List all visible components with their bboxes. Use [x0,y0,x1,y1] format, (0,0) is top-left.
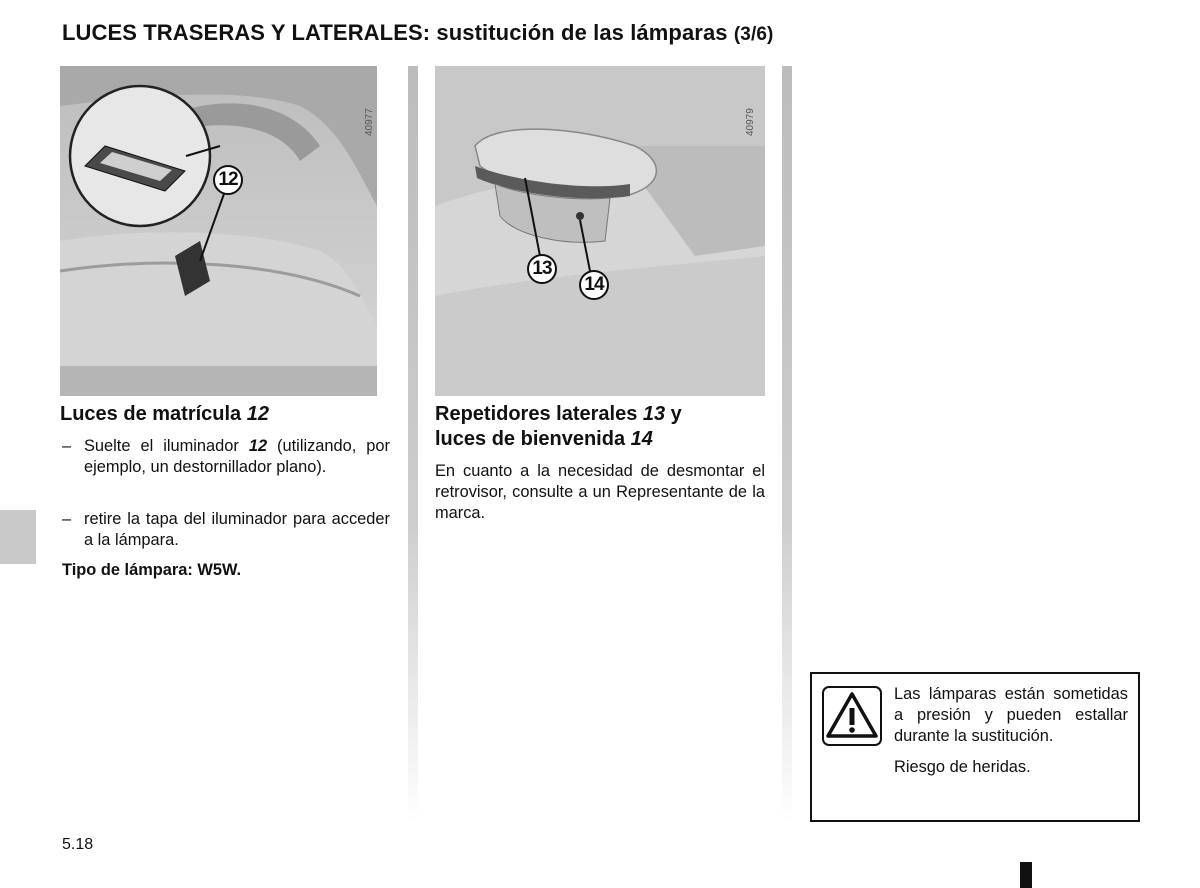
edge-marker [1020,862,1032,888]
heading-text: y [665,403,682,425]
warning-paragraph: Riesgo de heridas. [894,758,1031,776]
license-plate-light-illustration [60,66,377,396]
list-item: – retire la tapa del iluminador para acceder a la lámpara. [62,510,390,549]
section-heading-mirror-lights [435,402,775,452]
column-divider [408,66,418,822]
title-page-ref: (3/6) [733,24,774,45]
bullet-text: retire la tapa del iluminador para acceder a la lámpara. [84,510,390,549]
heading-text: Repetidores laterales [435,403,643,425]
rear-car-drawing [60,66,377,396]
bullet-text: Suelte el iluminador [84,437,249,455]
column-divider [782,66,792,822]
figure-code: 40979 [745,108,756,136]
heading-text: luces de bienvenida [435,428,631,450]
bullet-ref-number: 12 [248,437,268,455]
mirror-body-text: En cuanto a la necesidad de desmontar el retrovisor, consulte a un Representante de la marca. [435,462,765,522]
list-item: – Suelte el iluminador 12 (utilizando, por ejemplo, un destornillador plano). [62,437,390,476]
warning-box [810,672,1140,822]
side-mirror-drawing [435,66,765,396]
heading-ref-number: 14 [630,428,653,450]
warning-paragraph: Las lámparas están sometidas a presión y pueden estallar durante la sustitución. [894,685,1128,745]
page-number: 5.18 [62,836,94,853]
heading-ref-number: 13 [642,403,666,425]
callout-14: 14 [579,270,609,300]
heading-text: Luces de matrícula [60,403,247,425]
section-tab [0,510,36,564]
title-text: LUCES TRASERAS Y LATERALES: sustitución de las lámparas [62,20,728,45]
bullet-text: (utilizando, por ejemplo, un destornillador plano). [84,437,390,476]
callout-12: 12 [213,165,243,195]
mirror-light-illustration [435,66,765,396]
page-title [62,20,1162,46]
figure-code: 40977 [364,108,375,136]
heading-ref-number: 12 [246,403,269,425]
callout-13: 13 [527,254,557,284]
warning-triangle-icon [822,686,882,751]
warning-text [894,684,1128,778]
section-heading-license-lights [60,402,390,427]
lamp-type: Tipo de lámpara: W5W. [62,561,242,579]
